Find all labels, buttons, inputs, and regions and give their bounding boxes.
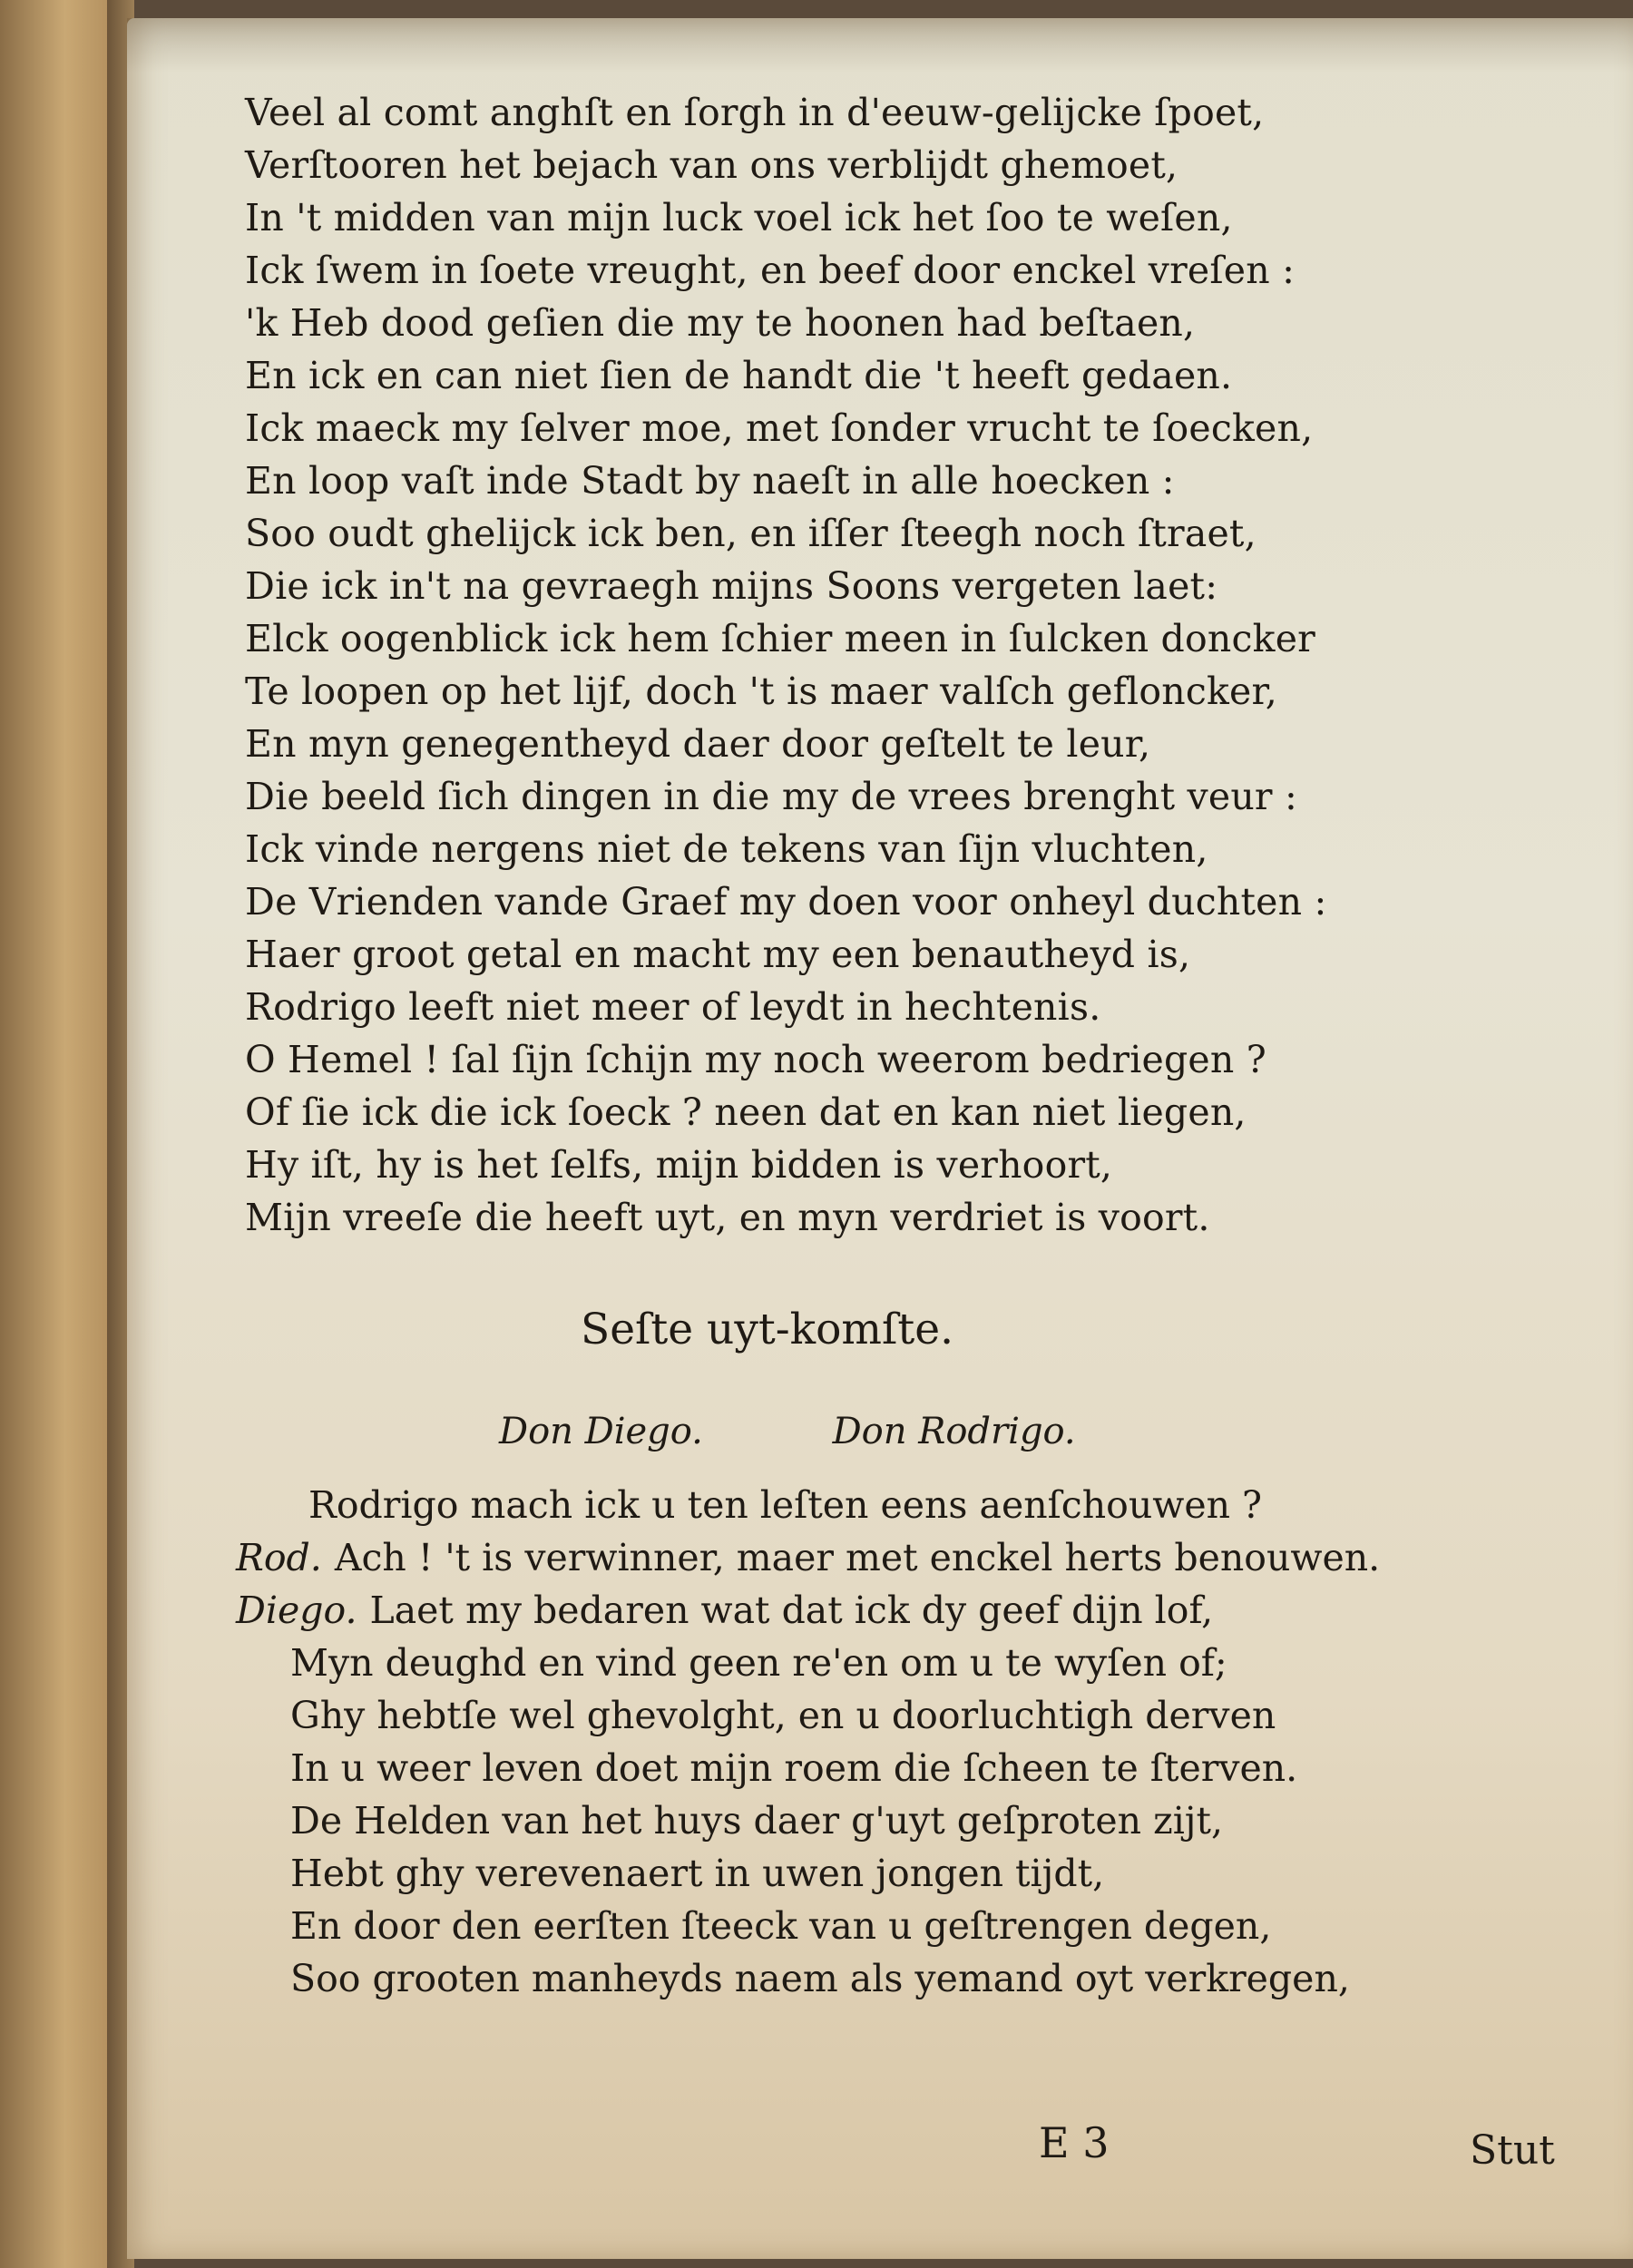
verse-line: Elck oogenblick ick hem ſchier meen in ſulcken doncker [245, 617, 1315, 660]
catchword: Stut [1470, 2127, 1555, 2174]
dialogue-text: Ghy hebtſe wel ghevolght, en u doorluchtigh derven [290, 1694, 1276, 1737]
scene-heading: Seſte uyt-komſte. [581, 1305, 954, 1354]
dialogue-block [127, 1479, 1597, 2005]
dialogue-text: Hebt ghy verevenaert in uwen jongen tijdt, [290, 1852, 1105, 1895]
verse-block [245, 86, 1588, 1244]
dialogue-text: Myn deughd en vind geen re'en om u te wyſen of; [290, 1641, 1227, 1685]
verse-line: En loop vaſt inde Stadt by naeſt in alle hoecken : [245, 459, 1175, 503]
verse-line: Ick vinde nergens niet de tekens van ſijn vluchten, [245, 827, 1208, 871]
verse-line: Ick ſwem in ſoete vreught, en beef door enckel vreſen : [245, 249, 1296, 292]
dialogue-line [127, 1479, 1597, 1531]
verse-line: En ick en can niet ſien de handt die 't heeft gedaen. [245, 354, 1233, 397]
verse-line: Die ick in't na gevraegh mijns Soons vergeten laet: [245, 564, 1218, 608]
character-name: Don Diego. [499, 1411, 703, 1452]
dialogue-text: En door den eerſten ſteeck van u geſtrengen degen, [290, 1904, 1272, 1948]
verse-line: Haer groot getal en macht my een benautheyd is, [245, 933, 1191, 976]
verse-line: Rodrigo leeft niet meer of leydt in hechtenis. [245, 985, 1101, 1029]
dialogue-line [127, 1847, 1597, 1900]
verse-line: O Hemel ! ſal ſijn ſchijn my noch weerom bedriegen ? [245, 1038, 1266, 1081]
verse-line: Te loopen op het lijf, doch 't is maer valſch gefloncker, [245, 670, 1278, 713]
character-name: Don Rodrigo. [832, 1411, 1076, 1452]
dialogue-text: In u weer leven doet mijn roem die ſcheen te ſterven. [290, 1746, 1298, 1790]
dialogue-text: Laet my bedaren wat dat ick dy geef dijn lof, [369, 1589, 1214, 1632]
book-page [127, 18, 1633, 2259]
verse-line: En myn genegentheyd daer door geſtelt te leur, [245, 722, 1151, 766]
speaker-label: Diego. [236, 1589, 357, 1632]
verse-line: Soo oudt ghelijck ick ben, en iſſer ſteegh noch ſtraet, [245, 512, 1257, 555]
verse-line: Of ſie ick die ick ſoeck ? neen dat en kan niet liegen, [245, 1090, 1247, 1134]
left-page-edge [0, 0, 118, 2268]
verse-line: Ick maeck my ſelver moe, met ſonder vrucht te ſoecken, [245, 406, 1314, 450]
dialogue-line [127, 1952, 1597, 2005]
verse-line: Hy iſt, hy is het ſelfs, mijn bidden is verhoort, [245, 1143, 1113, 1187]
verse-line: De Vrienden vande Graef my doen voor onheyl duchten : [245, 880, 1327, 924]
dialogue-line [127, 1900, 1597, 1952]
dialogue-line [127, 1584, 1597, 1637]
page-shadow [127, 18, 1633, 73]
dialogue-line [127, 1794, 1597, 1847]
verse-line: In 't midden van mijn luck voel ick het ſoo te weſen, [245, 196, 1233, 240]
dialogue-text: Rodrigo mach ick u ten leſten eens aenſchouwen ? [308, 1483, 1263, 1527]
dialogue-line [127, 1531, 1597, 1584]
verse-line: 'k Heb dood geſien die my te hoonen had beſtaen, [245, 301, 1196, 345]
verse-line: Veel al comt anghſt en ſorgh in d'eeuw-gelijcke ſpoet, [245, 91, 1265, 134]
verse-line: Die beeld ſich dingen in die my de vrees brenght veur : [245, 775, 1297, 818]
character-list [499, 1411, 1194, 1452]
dialogue-text: Ach ! 't is verwinner, maer met enckel herts benouwen. [334, 1536, 1381, 1579]
verse-line: Verſtooren het bejach van ons verblijdt ghemoet, [245, 143, 1178, 187]
dialogue-line [127, 1742, 1597, 1794]
dialogue-line [127, 1637, 1597, 1689]
speaker-label: Rod. [236, 1536, 322, 1579]
dialogue-text: Soo grooten manheyds naem als yemand oyt verkregen, [290, 1957, 1350, 2000]
verse-line: Mijn vreeſe die heeft uyt, en myn verdriet is voort. [245, 1196, 1210, 1239]
dialogue-line [127, 1689, 1597, 1742]
dialogue-text: De Helden van het huys daer g'uyt geſproten zijt, [290, 1799, 1224, 1843]
signature-mark: E 3 [1039, 2118, 1110, 2167]
